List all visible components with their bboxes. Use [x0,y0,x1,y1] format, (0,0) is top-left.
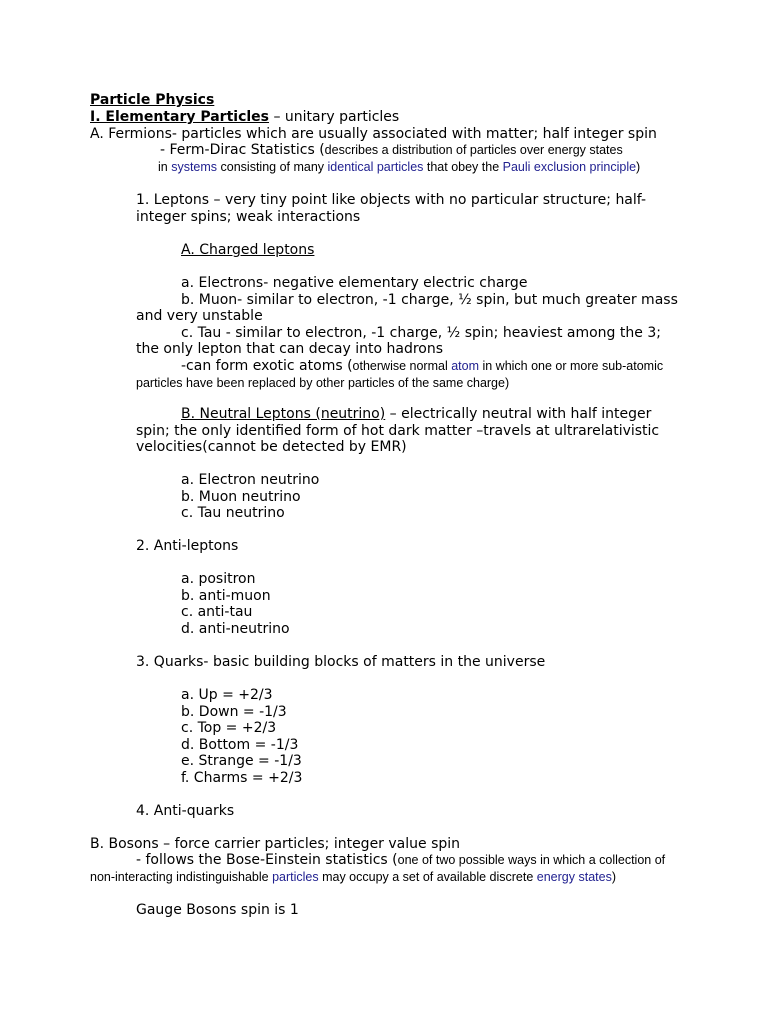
leptons-line-1: 1. Leptons – very tiny point like objects with no particular structure; half- [136,192,646,208]
exotic-s2: in which one or more sub-atomic [479,359,664,373]
identical-particles-link[interactable]: identical particles [327,160,424,174]
fd-desc: describes a distribution of particles over energy states [324,143,623,157]
section-heading-rest: – unitary particles [269,109,400,125]
bose-einstein-line-2 [90,869,616,886]
list-item: b. Muon neutrino [181,489,301,505]
particles-link[interactable]: particles [272,870,319,884]
energy-states-link[interactable]: energy states [536,870,612,884]
be-main: - follows the Bose-Einstein statistics ( [136,852,398,868]
list-item: e. Strange = -1/3 [181,753,302,769]
exotic-line-2: particles have been replaced by other particles of the same charge) [136,376,510,390]
be-s3: may occupy a set of available discrete [318,870,537,884]
gauge-bosons-line: Gauge Bosons spin is 1 [136,902,299,918]
antiquarks-heading: 4. Anti-quarks [136,803,235,819]
list-item: a. positron [181,571,256,587]
pauli-link[interactable]: Pauli exclusion principle [502,160,637,174]
be-s2: non-interacting indistinguishable [90,870,273,884]
tau-line-1: c. Tau - similar to electron, -1 charge, ½ spin; heaviest among the 3; [181,325,661,341]
tau-line-2: the only lepton that can decay into hadrons [136,341,444,357]
electrons-line: a. Electrons- negative elementary electric charge [181,275,528,291]
atom-link[interactable]: atom [451,359,479,373]
list-item: d. Bottom = -1/3 [181,737,299,753]
neutral-leptons-line-2: spin; the only identified form of hot dark matter –travels at ultrarelativistic [136,423,660,439]
list-item: c. Tau neutrino [181,505,285,521]
fd-prefix: - Ferm-Dirac Statistics ( [160,142,325,158]
list-item: b. anti-muon [181,588,271,604]
systems-link[interactable]: systems [171,160,218,174]
fd-in: in [158,160,172,174]
antileptons-heading: 2. Anti-leptons [136,538,239,554]
list-item: d. anti-neutrino [181,621,290,637]
section-heading [90,109,399,126]
bose-einstein-line-1 [136,852,665,869]
charged-leptons-heading: A. Charged leptons [181,242,315,258]
fd-mid2: that obey the [423,160,503,174]
fd-close: ) [636,160,641,174]
list-item: a. Electron neutrino [181,472,320,488]
doc-title: Particle Physics [90,92,215,108]
neutral-leptons-line-1 [181,406,651,423]
section-heading-bold: I. Elementary Particles [90,109,270,125]
list-item: f. Charms = +2/3 [181,770,303,786]
neutral-leptons-heading: B. Neutral Leptons (neutrino) [181,406,386,422]
neutral-rest: – electrically neutral with half integer [385,406,652,422]
exotic-line-1 [181,358,663,375]
fermi-dirac-line [160,142,623,159]
neutral-leptons-line-3: velocities(cannot be detected by EMR) [136,439,407,455]
fd-mid1: consisting of many [217,160,328,174]
muon-line-2: and very unstable [136,308,263,324]
exotic-s1: otherwise normal [352,359,452,373]
bosons-line: B. Bosons – force carrier particles; integer value spin [90,836,461,852]
be-s1: one of two possible ways in which a collection of [397,853,666,867]
list-item: a. Up = +2/3 [181,687,273,703]
fermions-line: A. Fermions- particles which are usually associated with matter; half integer spin [90,126,657,142]
be-close: ) [611,870,616,884]
muon-line-1: b. Muon- similar to electron, -1 charge, ½ spin, but much greater mass [181,292,678,308]
list-item: b. Down = -1/3 [181,704,287,720]
quarks-heading: 3. Quarks- basic building blocks of matters in the universe [136,654,546,670]
fermi-dirac-line-2 [158,159,640,176]
leptons-line-2: integer spins; weak interactions [136,209,361,225]
list-item: c. Top = +2/3 [181,720,277,736]
list-item: c. anti-tau [181,604,253,620]
exotic-main: -can form exotic atoms ( [181,358,353,374]
